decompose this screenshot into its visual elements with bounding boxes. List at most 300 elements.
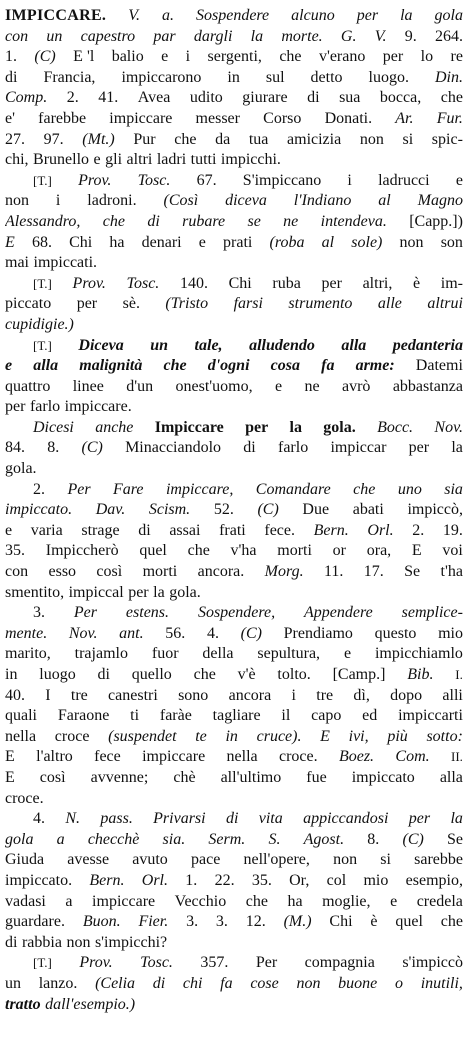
word: si (402, 130, 414, 148)
word: Francia, (43, 68, 96, 86)
word: gola. (5, 460, 37, 478)
word: sotto: (426, 727, 463, 745)
word: im- (440, 274, 463, 292)
text-line (5, 150, 463, 171)
word: chi, (5, 151, 29, 169)
word: la (450, 810, 463, 828)
word: alli (442, 686, 463, 704)
word: S'impiccano (242, 171, 322, 189)
word: diceva (225, 192, 267, 210)
word: l'altro (36, 748, 73, 766)
word: impiccare, (165, 480, 234, 498)
text-line (5, 830, 463, 851)
word: 1. (185, 871, 198, 889)
word: sergenti, (207, 48, 262, 66)
word: in (225, 727, 238, 745)
word: [Camp.] (332, 666, 386, 683)
word: mio (363, 871, 389, 889)
word: estens. (125, 604, 170, 622)
word: 56. (165, 624, 186, 642)
word: (Celia (95, 974, 136, 992)
word: 3. (215, 913, 228, 931)
word: 68. (31, 233, 52, 251)
text-line (5, 747, 463, 768)
word: la (250, 27, 264, 45)
word: 8. (47, 439, 60, 457)
word: per (128, 583, 149, 601)
word: gola (434, 7, 463, 24)
word: e (5, 521, 13, 539)
word: lanzo. (38, 974, 78, 992)
word: trajamlo (74, 645, 128, 663)
word: (Mt.) (82, 130, 115, 148)
word: Impiccare (154, 418, 224, 436)
word: di (5, 68, 18, 86)
text-line (5, 109, 463, 130)
word: 264. (434, 27, 463, 45)
text-line (5, 233, 463, 254)
word: compagnia (304, 954, 375, 972)
word: Per (67, 480, 91, 498)
word: Se (404, 563, 421, 581)
word: a (65, 892, 73, 910)
word: I. (455, 667, 463, 682)
word: 27. (5, 130, 25, 148)
word: E (411, 542, 422, 560)
word: ruba (272, 274, 301, 292)
word: impiccar (330, 439, 387, 457)
text-line (5, 356, 463, 377)
word: fa (220, 974, 233, 992)
word: di (307, 89, 320, 107)
word: Prendiamo (283, 624, 353, 642)
word: al (321, 233, 335, 251)
word: al (378, 192, 391, 210)
word: tre (70, 686, 88, 704)
word: Per (255, 954, 278, 972)
text-line (5, 686, 463, 707)
word: ant. (119, 624, 144, 642)
word: E (5, 748, 15, 766)
text-line (5, 27, 463, 48)
word: all'ultimo (220, 768, 282, 786)
word: a. (161, 7, 174, 24)
word: arme: (355, 357, 395, 375)
text-line (5, 871, 463, 892)
word: 11. (323, 563, 344, 581)
text-line (5, 706, 463, 727)
word: IMPICCARE. (5, 7, 107, 24)
word: abati (352, 501, 384, 519)
word: moglie, (322, 892, 371, 910)
word: Se (447, 830, 463, 848)
word: e (390, 892, 398, 910)
word: nella (5, 727, 37, 745)
word: Diceva (78, 336, 124, 354)
word: Chi (69, 233, 93, 251)
word: Chi (329, 913, 353, 931)
word: (C) (402, 830, 424, 848)
word: appiccandosi (303, 810, 389, 828)
word: Comp. (5, 89, 48, 107)
word: sè. (122, 295, 140, 313)
word: V. (128, 7, 140, 24)
word: 8. (367, 830, 380, 848)
word: [T.] (33, 172, 52, 188)
word: capestro (80, 27, 136, 45)
word: Bib. (407, 666, 434, 683)
word: giurare (242, 89, 288, 107)
word: croce. (5, 789, 44, 807)
word: 1. (5, 48, 17, 66)
word: avesse (67, 851, 110, 869)
word: 84. (5, 439, 25, 457)
word: capo (311, 707, 342, 725)
word: fue (306, 768, 327, 786)
word: per (321, 274, 342, 292)
word: quel (139, 542, 167, 560)
word: i (55, 192, 61, 210)
word: più (387, 727, 408, 745)
word: Nov. (68, 624, 98, 642)
word: Tosc. (140, 954, 173, 972)
text-line (5, 459, 463, 480)
word: or (332, 542, 346, 560)
word: amicizia (287, 130, 342, 148)
word: Buon. (82, 913, 121, 931)
word: re (450, 48, 463, 66)
word: di (138, 521, 151, 539)
word: Bocc. (377, 418, 414, 436)
word: farebbe (38, 109, 87, 127)
word: col (326, 871, 347, 889)
word: avvenne; (90, 768, 149, 786)
word: faràe (159, 707, 192, 725)
word: anche (95, 418, 134, 436)
word: Appendere (304, 604, 373, 622)
word: Fare (112, 480, 144, 498)
word: detto (310, 68, 343, 86)
word: 9. (404, 27, 417, 45)
word: mio (438, 624, 463, 642)
word: frati (219, 521, 246, 539)
word: un (46, 27, 63, 45)
word: sarebbe (414, 851, 463, 869)
word: farlo (29, 398, 61, 416)
text-line (5, 191, 463, 212)
word: fece. (264, 521, 295, 539)
word: son (440, 233, 463, 251)
word: 17. (363, 563, 384, 581)
word: cruce). (256, 727, 302, 745)
word: Din. (434, 68, 463, 86)
word: tre (316, 686, 334, 704)
word: guardare. (5, 913, 65, 931)
word: che (187, 542, 210, 560)
word: V. (374, 27, 387, 45)
word: croce. (278, 748, 318, 766)
word: un (5, 974, 21, 992)
word: di (147, 212, 160, 230)
word: dargli (193, 27, 233, 45)
word: sono (178, 686, 209, 704)
word: Nov. (434, 418, 463, 436)
word: impiccarti (398, 707, 463, 725)
word: tolto. (277, 666, 311, 683)
word: spic- (431, 130, 463, 148)
word: smentito, (5, 583, 65, 601)
text-line (5, 47, 463, 68)
text-line (5, 336, 463, 357)
word: Pur (133, 130, 156, 148)
word: in (5, 666, 18, 683)
word: con (5, 27, 29, 45)
word: ne (283, 212, 299, 230)
word: gola. (323, 418, 356, 436)
word: rubare (182, 212, 226, 230)
word: l'Indiano (293, 192, 352, 210)
text-line (5, 603, 463, 624)
word: luogo (39, 666, 76, 683)
word: esso (48, 563, 77, 581)
word: in (227, 68, 240, 86)
word: che (353, 480, 376, 498)
word: e (274, 377, 283, 395)
word: che (102, 212, 125, 230)
word: impiccare (142, 748, 206, 766)
word: Minacciandolo (125, 439, 222, 457)
word: quali (5, 707, 37, 725)
word: lo (420, 48, 434, 66)
word: a (56, 830, 65, 848)
word: (C) (257, 501, 279, 519)
word: 2. (412, 521, 425, 539)
word: Due (302, 501, 330, 519)
text-line (5, 789, 463, 810)
word: onest'uomo, (175, 377, 253, 395)
word: ti (130, 707, 140, 725)
word: nella (226, 748, 258, 766)
text-line (5, 377, 463, 398)
word: assai (169, 521, 201, 539)
word: pass. (100, 810, 133, 828)
text-line (5, 397, 463, 418)
text-line (5, 768, 463, 789)
word: per (382, 48, 404, 66)
word: cose (250, 974, 279, 992)
word: Com. (395, 748, 430, 766)
word: bocca, (379, 89, 422, 107)
word: morte. (281, 27, 323, 45)
word: balio (111, 48, 144, 66)
text-line (5, 995, 463, 1016)
word: i (185, 48, 191, 66)
word: per (245, 418, 269, 436)
text-line (5, 212, 463, 233)
word: fa (321, 357, 335, 375)
word: 97. (43, 130, 64, 148)
word: che (440, 913, 463, 931)
word: Datemi (415, 357, 463, 375)
word: che (279, 48, 302, 66)
word: [T.] (33, 337, 52, 353)
word: alle (377, 295, 402, 313)
text-line (5, 500, 463, 521)
word: 357. (200, 954, 229, 972)
word: Orl. (367, 521, 394, 539)
word: impiccato. (5, 501, 73, 519)
word: avuto (132, 851, 168, 869)
word: ora, (366, 542, 392, 560)
word: altri (126, 151, 153, 169)
word: avrò (341, 377, 371, 395)
word: buone (338, 974, 378, 992)
word: e (161, 48, 169, 66)
text-line (5, 665, 463, 686)
word: tratto (5, 995, 41, 1013)
word: cupidigie.) (5, 315, 74, 333)
word: Vecchio (174, 892, 227, 910)
text-line (5, 171, 463, 192)
word: che (245, 892, 268, 910)
word: Sospendere (195, 7, 270, 24)
word: 67. (196, 171, 217, 189)
word: Chi (228, 274, 252, 292)
word: mente. (5, 624, 48, 642)
word: che (174, 130, 197, 148)
word: altrui (427, 295, 463, 313)
word: [T.] (33, 275, 52, 291)
word: i (291, 686, 296, 704)
word: esempio, (405, 871, 463, 889)
word: Donati. (324, 109, 373, 127)
word: alcuno (291, 7, 335, 24)
word: par (153, 27, 176, 45)
word: N. (65, 810, 81, 828)
word: canestri (108, 686, 158, 704)
text-line (5, 418, 463, 439)
word: (roba (269, 233, 305, 251)
word: dì, (353, 686, 370, 704)
word: gli (105, 151, 123, 169)
word: che (440, 89, 463, 107)
word: inutili, (420, 974, 463, 992)
word: impiccato (351, 768, 415, 786)
word: Or, (289, 871, 310, 889)
word: 2. (33, 480, 45, 498)
word: di (243, 439, 256, 457)
word: Privarsi (153, 810, 206, 828)
word: tua (248, 130, 269, 148)
word: impiccare (92, 892, 156, 910)
word: impiccati. (33, 254, 98, 272)
word: e' (5, 109, 15, 127)
word: impiccarono (121, 68, 202, 86)
word: Tosc. (126, 274, 160, 292)
word: [Capp.]) (409, 212, 463, 230)
word: 35. (251, 871, 272, 889)
text-line (5, 809, 463, 830)
text-line (5, 541, 463, 562)
word: (C) (81, 439, 103, 457)
word: sia (444, 480, 463, 498)
word: (Così (163, 192, 199, 210)
word: abbastanza (392, 377, 463, 395)
word: se (247, 212, 261, 230)
word: dall'esempio.) (45, 995, 136, 1013)
word: impiccare. (64, 398, 132, 416)
word: Agost. (303, 830, 345, 848)
word: gola (5, 830, 34, 848)
text-line (5, 974, 463, 995)
word: Bern. (313, 521, 349, 539)
word: Prov. (78, 171, 112, 189)
word: 52. (213, 501, 234, 519)
word: Impiccherò (45, 542, 119, 560)
word: di (97, 666, 110, 683)
word: (Tristo (165, 295, 209, 313)
word: strage (81, 521, 120, 539)
text-line (5, 274, 463, 295)
word: quattro (5, 377, 51, 395)
word: s'impiccò (402, 954, 463, 972)
word: per (76, 295, 98, 313)
word: 3. (33, 604, 45, 622)
word: impicchiamlo (374, 645, 463, 663)
word: la (289, 418, 302, 436)
word: (C) (34, 48, 56, 66)
word: è (413, 274, 421, 292)
word: 41. (98, 89, 119, 107)
word: impiccare (109, 109, 173, 127)
word: 2. (66, 89, 79, 107)
word: impiccò, (407, 501, 463, 519)
word: E (5, 233, 15, 251)
word: Boez. (338, 748, 375, 766)
word: vita (258, 810, 283, 828)
word: farsi (233, 295, 263, 313)
word: II. (450, 749, 463, 765)
text-line (5, 727, 463, 748)
word: (C) (240, 624, 262, 642)
word: pedanteria (392, 336, 463, 354)
word: Comandare (255, 480, 331, 498)
word: e (343, 645, 352, 663)
word: un (150, 336, 169, 354)
word: che (163, 357, 187, 375)
word: per (5, 398, 26, 416)
word: Sospendere, (197, 604, 276, 622)
word: E (320, 727, 330, 745)
word: v'ha (230, 542, 257, 560)
text-line (5, 933, 463, 954)
word: che (193, 666, 216, 683)
word: intendeva. (320, 212, 387, 230)
text-line (5, 583, 463, 604)
word: Ar. (395, 109, 414, 127)
word: non (399, 233, 424, 251)
word: 4. (206, 624, 219, 642)
word: malignità (79, 357, 143, 375)
word: questo (374, 624, 417, 642)
word: varia (30, 521, 63, 539)
word: e (455, 171, 463, 189)
word: (suspendet (108, 727, 177, 745)
word: 4. (33, 810, 45, 828)
word: Prov. (72, 274, 106, 292)
word: e (198, 233, 206, 251)
word: Orl. (141, 871, 168, 889)
